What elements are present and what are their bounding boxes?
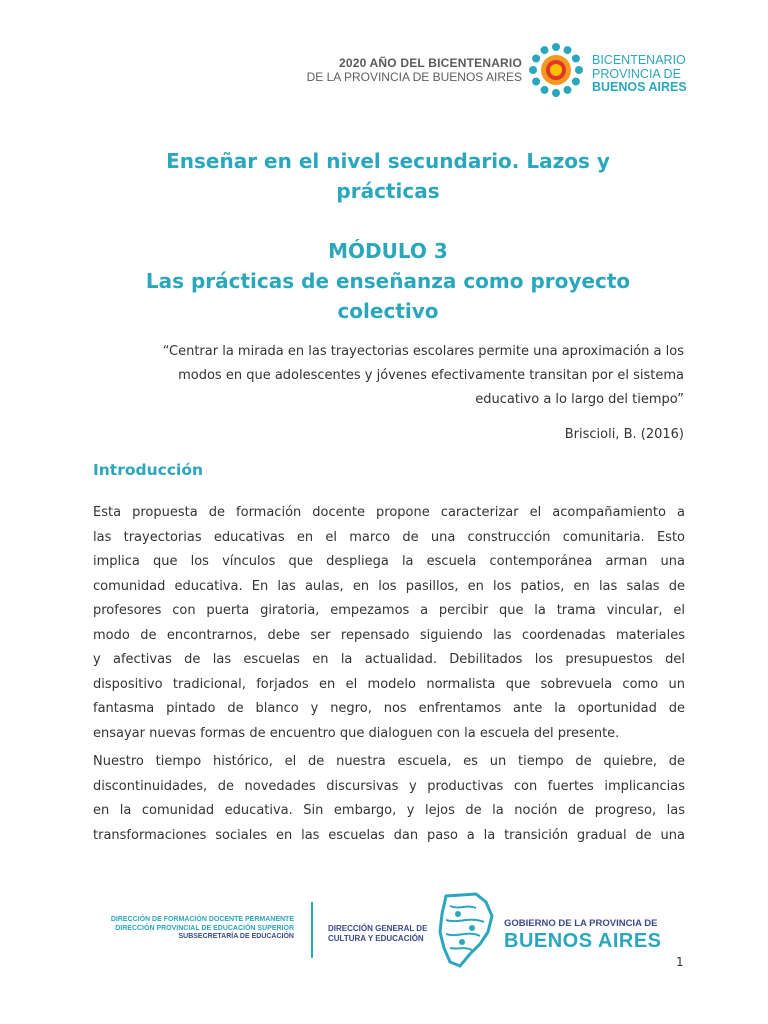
anniversary-line2: DE LA PROVINCIA DE BUENOS AIRES (306, 70, 522, 84)
text-line: implica que los vínculos que despliega la escuela contemporánea arman una (93, 554, 685, 569)
footer-divider (311, 902, 313, 958)
module-heading (80, 236, 696, 326)
footer-directorates (92, 916, 294, 942)
text-line: dispositivo tradicional, forjados en el modelo normalista que sobrevuela como un (93, 676, 685, 692)
bicentenario-brand (592, 54, 687, 95)
module-line3: colectivo (337, 299, 439, 323)
text-line: profesores con puerta giratoria, empezamos a percibir que la trama vincular, el (93, 603, 685, 618)
text-line: Nuestro tiempo histórico, el de nuestra escuela, es un tiempo de quiebre, de (93, 754, 685, 769)
text-line: comunidad educativa. En las aulas, en los pasillos, en los patios, en las salas de (93, 578, 685, 594)
paragraph-introduction (93, 501, 685, 746)
title-line1: Enseñar en el nivel secundario. Lazos y (166, 149, 610, 173)
bicentenario-sun-logo-icon (528, 42, 584, 98)
document-title (80, 146, 696, 206)
text-line: en la comunidad educativa. Sin embargo, y lejos de la noción de progreso, las (93, 803, 685, 818)
quote-line1: “Centrar la mirada en las trayectorias escolares permite una aproximación a los (162, 344, 684, 359)
section-heading: Introducción (93, 461, 204, 479)
brand-line2: PROVINCIA DE (592, 66, 681, 81)
gov-small-text: GOBIERNO DE LA PROVINCIA DE (504, 918, 658, 929)
province-map-icon (436, 892, 496, 968)
footer-banner (92, 890, 688, 970)
text-line: transformaciones sociales en las escuelas dan paso a la transición gradual de una (93, 827, 685, 843)
anniversary-text (300, 56, 522, 85)
epigraph-quote (84, 340, 684, 412)
footer-mid2: CULTURA Y EDUCACIÓN (328, 934, 424, 943)
quote-citation: Briscioli, B. (2016) (564, 427, 684, 442)
text-line: fantasma pintado de blanco y negro, nos enfrentamos ante la oportunidad de (93, 701, 685, 716)
module-line1: MÓDULO 3 (328, 239, 448, 263)
footer-dir2: DIRECCIÓN PROVINCIAL DE EDUCACIÓN SUPERIOR (115, 924, 294, 932)
header-banner (300, 40, 720, 100)
text-line: y afectivas de las escuelas en la actualidad. Debilitados los presupuestos del (93, 652, 685, 667)
footer-mid1: DIRECCIÓN GENERAL DE (328, 924, 428, 933)
paragraph-second (93, 750, 685, 848)
brand-line3: BUENOS AIRES (592, 80, 687, 94)
brand-line1: BICENTENARIO (592, 53, 686, 67)
title-line2: prácticas (336, 179, 440, 203)
quote-line3: educativo a lo largo del tiempo” (475, 392, 684, 407)
footer-dgce (328, 924, 427, 944)
gov-big-text: BUENOS AIRES (504, 930, 662, 952)
text-line: Esta propuesta de formación docente propone caracterizar el acompañamiento a (93, 505, 685, 520)
page-number: 1 (676, 955, 684, 969)
anniversary-line1: 2020 AÑO DEL BICENTENARIO (338, 56, 522, 70)
text-line: modo de encontrarnos, debe ser repensado siguiendo las coordenadas materiales (93, 627, 685, 643)
footer-dir3: SUBSECRETARÍA DE EDUCACIÓN (178, 933, 294, 940)
quote-line2: modos en que adolescentes y jóvenes efectivamente transitan por el sistema (178, 368, 684, 383)
text-line: las trayectorias educativas en el marco de una construcción comunitaria. Esto (93, 529, 685, 545)
text-line: discontinuidades, de novedades discursivas y productivas con fuertes implicancias (93, 778, 685, 794)
module-line2: Las prácticas de enseñanza como proyecto (145, 269, 631, 293)
footer-dir1: DIRECCIÓN DE FORMACIÓN DOCENTE PERMANENTE (110, 916, 294, 923)
gobierno-brand (504, 918, 662, 952)
text-line: ensayar nuevas formas de encuentro que dialoguen con la escuela del presente. (93, 725, 620, 741)
